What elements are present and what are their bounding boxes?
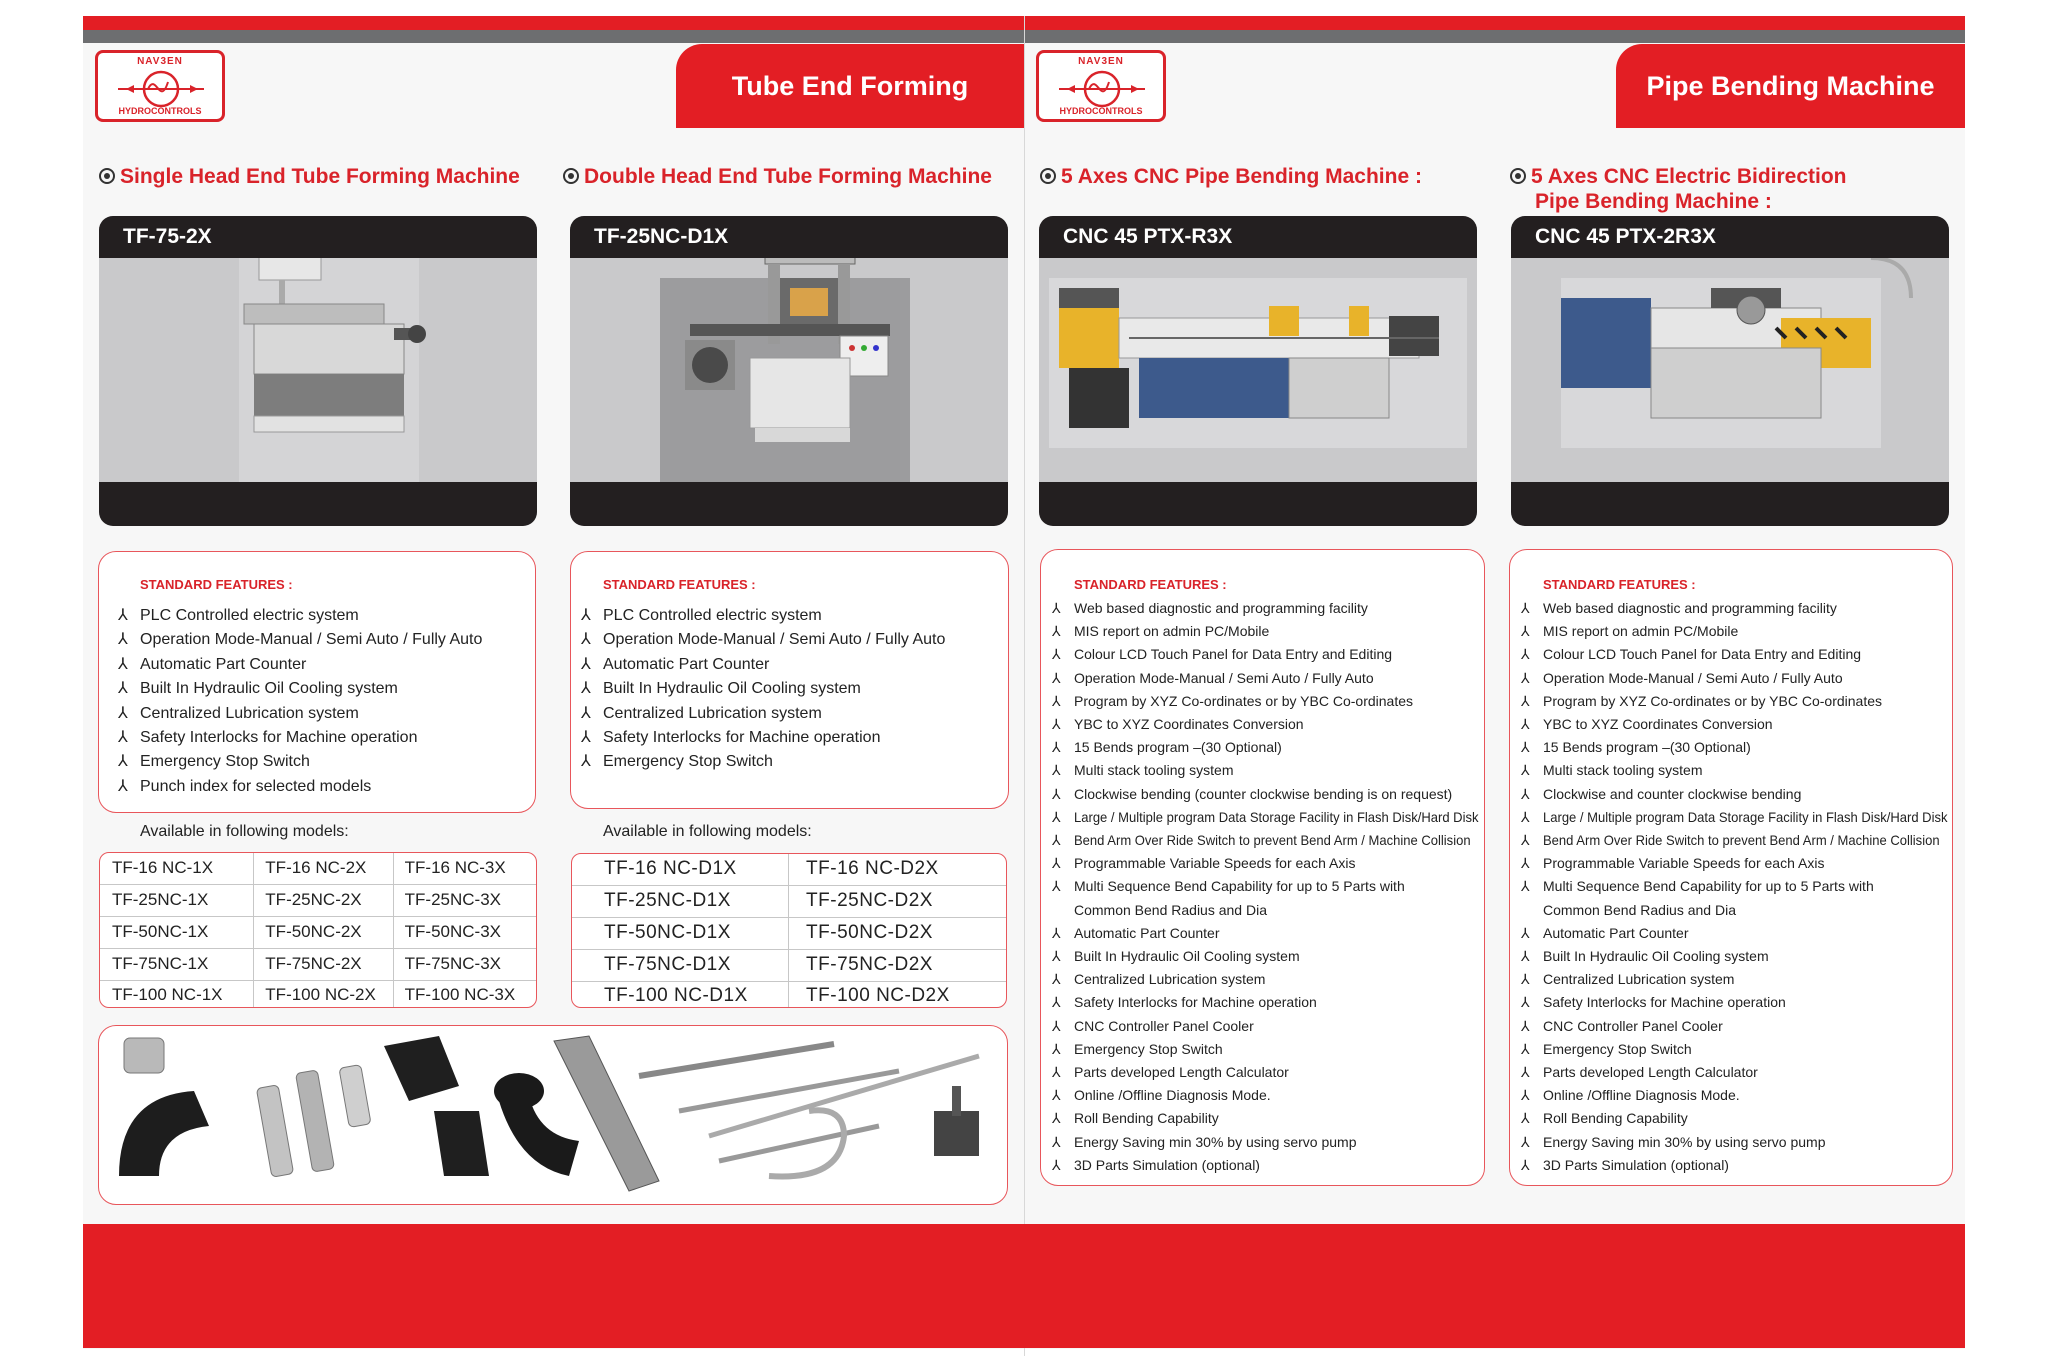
feature-text: PLC Controlled electric system [140, 607, 359, 624]
table-cell: TF-25NC-D1X [572, 886, 789, 917]
list-item [581, 750, 945, 774]
section-title-text: 5 Axes CNC Pipe Bending Machine : [1061, 165, 1422, 188]
list-item [1521, 922, 1978, 945]
list-item [1521, 1061, 1978, 1084]
list-item [118, 628, 483, 652]
list-item [1052, 759, 1509, 782]
list-item [1052, 690, 1509, 713]
table-cell: TF-50NC-1X [100, 917, 254, 948]
feature-text: Online /Offline Diagnosis Mode. [1543, 1087, 1740, 1104]
feature-list [581, 604, 946, 775]
feature-text: Clockwise bending (counter clockwise bending is on request) [1074, 785, 1453, 802]
standard-features-box-cnc-pipe [1040, 549, 1485, 1186]
feature-text: Colour LCD Touch Panel for Data Entry and Editing [1074, 646, 1393, 663]
list-item [1521, 736, 1978, 759]
section-title-text-line2: Pipe Bending Machine : [1535, 190, 1772, 213]
feature-text: Large / Multiple program Data Storage Facility in Flash Disk/Hard Disk [1543, 808, 1948, 825]
feature-text: Emergency Stop Switch [603, 753, 773, 771]
arrow-bullet-icon: ⅄ [118, 631, 128, 649]
arrow-bullet-icon: ⅄ [1521, 808, 1530, 825]
company-logo-right [1036, 50, 1166, 122]
card-footer-bar [1511, 482, 1949, 526]
table-cell: TF-100 NC-D1X [572, 982, 789, 1008]
arrow-bullet-icon: ⅄ [581, 753, 591, 771]
list-item [1052, 1131, 1509, 1154]
list-item [1052, 1084, 1509, 1107]
bottom-red-band [83, 1224, 1965, 1348]
feature-text: Centralized Lubrication system [140, 704, 359, 722]
features-title: STANDARD FEATURES : [603, 577, 756, 592]
company-logo-left [95, 50, 225, 122]
feature-text: Colour LCD Touch Panel for Data Entry and Editing [1543, 646, 1862, 663]
feature-text: Programmable Variable Speeds for each Axis [1543, 855, 1825, 872]
feature-text: Multi stack tooling system [1074, 762, 1234, 779]
table-cell: TF-16 NC-2X [254, 853, 393, 884]
list-item [1052, 667, 1509, 690]
arrow-bullet-icon: ⅄ [1521, 1064, 1530, 1081]
table-cell: TF-16 NC-D2X [806, 858, 939, 879]
machine-card-cnc-45-ptx-2r3x [1511, 216, 1949, 526]
arrow-bullet-icon: ⅄ [1521, 1110, 1530, 1127]
arrow-bullet-icon: ⅄ [1521, 646, 1530, 663]
feature-text: Punch index for selected models [140, 777, 372, 795]
list-item [1521, 1038, 1978, 1061]
list-item [1521, 1084, 1978, 1107]
list-item [1052, 1061, 1509, 1084]
standard-features-box-cnc-bidirection [1509, 549, 1953, 1186]
table-cell: TF-25NC-2X [254, 885, 393, 916]
arrow-bullet-icon: ⅄ [1052, 1156, 1061, 1173]
table-row [572, 854, 1006, 886]
arrow-bullet-icon: ⅄ [1052, 1110, 1061, 1127]
feature-text: Safety Interlocks for Machine operation [603, 729, 881, 747]
feature-text: Operation Mode-Manual / Semi Auto / Fully Auto [140, 631, 483, 649]
page-fold [1024, 16, 1025, 1356]
logo-top-text: NAV3EN [137, 56, 183, 67]
list-item [1052, 1038, 1509, 1061]
table-cell: TF-50NC-3X [404, 922, 502, 941]
arrow-bullet-icon: ⅄ [581, 607, 591, 624]
hydraulic-logo-icon [118, 67, 204, 111]
feature-text: Built In Hydraulic Oil Cooling system [1543, 948, 1769, 965]
feature-text: Operation Mode-Manual / Semi Auto / Fully Auto [1074, 669, 1374, 686]
table-row [572, 886, 1006, 918]
list-item [1052, 945, 1509, 968]
arrow-bullet-icon: ⅄ [1052, 855, 1061, 872]
arrow-bullet-icon: ⅄ [1521, 994, 1530, 1011]
feature-text: 15 Bends program –(30 Optional) [1074, 739, 1282, 756]
arrow-bullet-icon: ⅄ [1052, 994, 1061, 1011]
logo-bottom-text: HYDROCONTROLS [1059, 106, 1143, 116]
arrow-bullet-icon: ⅄ [1521, 600, 1530, 616]
list-item [118, 775, 482, 799]
feature-list [1052, 597, 1509, 1177]
arrow-bullet-icon: ⅄ [1052, 692, 1061, 709]
list-item [581, 677, 945, 701]
arrow-bullet-icon: ⅄ [1052, 948, 1061, 965]
arrow-bullet-icon: ⅄ [1052, 1087, 1061, 1104]
list-item [1521, 945, 1978, 968]
arrow-bullet-icon: ⅄ [1521, 1087, 1530, 1104]
feature-text: YBC to XYZ Coordinates Conversion [1543, 716, 1773, 733]
list-item [1052, 922, 1509, 945]
table-row [572, 918, 1006, 950]
feature-text: Built In Hydraulic Oil Cooling system [603, 680, 861, 698]
tab-title: Tube End Forming [731, 70, 969, 101]
arrow-bullet-icon: ⅄ [1052, 646, 1061, 663]
arrow-bullet-icon: ⅄ [1521, 739, 1530, 756]
list-item [1521, 759, 1978, 782]
section-title-cnc-pipe [1040, 164, 1422, 189]
radio-dot-icon [1510, 168, 1526, 184]
list-item [1521, 852, 1978, 875]
list-item [118, 653, 482, 677]
tab-tube-end-forming [676, 44, 1024, 128]
arrow-bullet-icon: ⅄ [1052, 971, 1061, 988]
feature-text: Clockwise and counter clockwise bending [1543, 785, 1802, 802]
arrow-bullet-icon: ⅄ [1521, 948, 1530, 965]
feature-text: Emergency Stop Switch [1543, 1040, 1692, 1057]
arrow-bullet-icon: ⅄ [1052, 1064, 1061, 1081]
feature-text: Web based diagnostic and programming facility [1543, 600, 1837, 616]
arrow-bullet-icon: ⅄ [1521, 1133, 1530, 1150]
features-title: STANDARD FEATURES : [140, 577, 293, 592]
list-item [1052, 829, 1509, 852]
feature-text: 3D Parts Simulation (optional) [1074, 1156, 1260, 1173]
arrow-bullet-icon: ⅄ [581, 680, 591, 698]
feature-list [118, 604, 483, 799]
feature-text: Automatic Part Counter [1543, 924, 1689, 941]
arrow-bullet-icon: ⅄ [1052, 1133, 1061, 1150]
arrow-bullet-icon: ⅄ [118, 753, 128, 771]
feature-text: Emergency Stop Switch [1074, 1040, 1223, 1057]
arrow-bullet-icon: ⅄ [1052, 878, 1061, 895]
list-item [581, 628, 946, 652]
table-row [100, 853, 536, 885]
hydraulic-logo-icon [1059, 67, 1145, 111]
list-item [1052, 1015, 1509, 1038]
arrow-bullet-icon: ⅄ [118, 777, 128, 795]
arrow-bullet-icon: ⅄ [1052, 762, 1061, 779]
arrow-bullet-icon: ⅄ [1521, 716, 1530, 733]
list-item [1052, 713, 1509, 736]
feature-text: Safety Interlocks for Machine operation [1543, 994, 1786, 1011]
feature-text: Bend Arm Over Ride Switch to prevent Bend Arm / Machine Collision [1074, 832, 1471, 849]
arrow-bullet-icon: ⅄ [118, 607, 128, 624]
models-table-single-head [99, 852, 537, 1008]
arrow-bullet-icon: ⅄ [581, 729, 591, 747]
machine-photo [1039, 258, 1477, 482]
feature-text: CNC Controller Panel Cooler [1543, 1017, 1723, 1034]
section-title-text: Single Head End Tube Forming Machine [120, 165, 520, 188]
available-models-label: Available in following models: [140, 823, 349, 840]
list-item [1052, 991, 1509, 1014]
arrow-bullet-icon: ⅄ [1521, 623, 1530, 640]
feature-text: Built In Hydraulic Oil Cooling system [140, 680, 398, 698]
machine-card-tf-75-2x [99, 216, 537, 526]
list-item [1521, 713, 1978, 736]
list-item [1052, 806, 1509, 829]
machine-model-label: CNC 45 PTX-R3X [1039, 216, 1477, 258]
list-item [581, 726, 945, 750]
feature-text: Operation Mode-Manual / Semi Auto / Fully Auto [603, 631, 946, 649]
list-item [1521, 991, 1978, 1014]
table-row [100, 917, 536, 949]
list-item [1521, 620, 1978, 643]
feature-text: Common Bend Radius and Dia [1543, 901, 1736, 918]
arrow-bullet-icon: ⅄ [1521, 971, 1530, 988]
formed-parts-image [99, 1026, 1008, 1205]
list-item [1521, 1107, 1978, 1130]
standard-features-box-double-head [570, 551, 1009, 809]
arrow-bullet-icon: ⅄ [1052, 1040, 1061, 1057]
list-item [581, 653, 945, 677]
feature-text: Automatic Part Counter [603, 655, 770, 673]
feature-text: Bend Arm Over Ride Switch to prevent Bend Arm / Machine Collision [1543, 832, 1940, 849]
feature-text: Multi Sequence Bend Capability for up to 5 Parts with [1074, 878, 1405, 895]
feature-text: CNC Controller Panel Cooler [1074, 1017, 1254, 1034]
machine-photo [570, 258, 1008, 482]
list-item [581, 604, 945, 628]
feature-text: Parts developed Length Calculator [1543, 1064, 1758, 1081]
feature-text: MIS report on admin PC/Mobile [1543, 623, 1739, 640]
list-item [1521, 597, 1978, 620]
arrow-bullet-icon: ⅄ [1052, 832, 1061, 849]
list-item [1521, 806, 1978, 829]
features-title: STANDARD FEATURES : [1074, 577, 1227, 592]
table-cell: TF-75NC-2X [254, 949, 393, 980]
machine-model-label: TF-75-2X [99, 216, 537, 258]
logo-top-text: NAV3EN [1078, 56, 1124, 67]
list-item [118, 702, 482, 726]
table-cell: TF-50NC-2X [254, 917, 393, 948]
list-item [1521, 643, 1978, 666]
arrow-bullet-icon: ⅄ [1521, 855, 1530, 872]
table-cell: TF-100 NC-3X [404, 985, 516, 1004]
table-row [100, 885, 536, 917]
table-row [572, 982, 1006, 1008]
formed-parts-gallery [98, 1025, 1008, 1205]
table-cell: TF-25NC-D2X [806, 890, 933, 911]
feature-text: Energy Saving min 30% by using servo pump [1074, 1133, 1357, 1150]
list-item [118, 604, 482, 628]
feature-text: Automatic Part Counter [140, 655, 307, 673]
machine-model-label: CNC 45 PTX-2R3X [1511, 216, 1949, 258]
table-cell: TF-100 NC-D2X [806, 985, 950, 1006]
list-item [118, 750, 482, 774]
available-models-label: Available in following models: [603, 823, 812, 840]
table-cell: TF-75NC-D2X [806, 954, 933, 975]
list-item [1052, 875, 1509, 898]
feature-text: Centralized Lubrication system [1074, 971, 1266, 988]
list-item [1052, 1154, 1509, 1177]
arrow-bullet-icon: ⅄ [1521, 832, 1530, 849]
feature-text: YBC to XYZ Coordinates Conversion [1074, 716, 1304, 733]
list-item [118, 726, 482, 750]
table-cell: TF-75NC-1X [100, 949, 254, 980]
arrow-bullet-icon: ⅄ [1521, 1156, 1530, 1173]
arrow-bullet-icon: ⅄ [1052, 739, 1061, 756]
logo-bottom-text: HYDROCONTROLS [118, 106, 202, 116]
arrow-bullet-icon: ⅄ [118, 680, 128, 698]
arrow-bullet-icon: ⅄ [581, 655, 591, 673]
radio-dot-icon [99, 168, 115, 184]
arrow-bullet-icon: ⅄ [581, 631, 591, 649]
list-item [581, 702, 945, 726]
arrow-bullet-icon: ⅄ [1052, 924, 1061, 941]
arrow-bullet-icon: ⅄ [581, 704, 591, 722]
arrow-bullet-icon: ⅄ [118, 729, 128, 747]
table-cell: TF-16 NC-D1X [572, 854, 789, 885]
feature-text: 3D Parts Simulation (optional) [1543, 1156, 1729, 1173]
feature-text: Safety Interlocks for Machine operation [1074, 994, 1317, 1011]
feature-text: Multi stack tooling system [1543, 762, 1703, 779]
list-item [1543, 899, 1978, 922]
list-item [1521, 968, 1978, 991]
features-title: STANDARD FEATURES : [1543, 577, 1696, 592]
list-item [1521, 690, 1978, 713]
table-cell: TF-100 NC-2X [254, 981, 393, 1008]
list-item [1052, 783, 1509, 806]
arrow-bullet-icon: ⅄ [1521, 692, 1530, 709]
feature-text: PLC Controlled electric system [603, 607, 822, 624]
table-cell: TF-50NC-D1X [572, 918, 789, 949]
feature-text: Emergency Stop Switch [140, 753, 310, 771]
arrow-bullet-icon: ⅄ [1052, 623, 1061, 640]
table-cell: TF-100 NC-1X [100, 981, 254, 1008]
section-title-double-head [563, 164, 992, 189]
feature-text: Safety Interlocks for Machine operation [140, 729, 418, 747]
arrow-bullet-icon: ⅄ [1052, 716, 1061, 733]
arrow-bullet-icon: ⅄ [1521, 1017, 1530, 1034]
tab-title: Pipe Bending Machine [1646, 70, 1935, 101]
section-title-single-head [99, 164, 520, 189]
tab-pipe-bending-machine [1616, 44, 1965, 128]
arrow-bullet-icon: ⅄ [1521, 785, 1530, 802]
standard-features-box-single-head [98, 551, 536, 813]
section-title-text: 5 Axes CNC Electric Bidirection [1531, 165, 1847, 188]
section-title-text: Double Head End Tube Forming Machine [584, 165, 992, 188]
machine-photo [1511, 258, 1949, 482]
machine-model-label: TF-25NC-D1X [570, 216, 1008, 258]
feature-text: Roll Bending Capability [1074, 1110, 1219, 1127]
list-item [1521, 875, 1978, 898]
arrow-bullet-icon: ⅄ [1052, 600, 1061, 616]
table-cell: TF-75NC-D1X [572, 950, 789, 981]
feature-text: Online /Offline Diagnosis Mode. [1074, 1087, 1271, 1104]
machine-card-cnc-45-ptx-r3x [1039, 216, 1477, 526]
table-cell: TF-25NC-3X [404, 890, 502, 909]
list-item [1521, 1154, 1978, 1177]
list-item [1521, 1015, 1978, 1038]
section-title-cnc-bidirection [1510, 164, 1847, 214]
arrow-bullet-icon: ⅄ [1052, 808, 1061, 825]
list-item [1052, 643, 1509, 666]
table-row [572, 950, 1006, 982]
card-footer-bar [570, 482, 1008, 526]
arrow-bullet-icon: ⅄ [1052, 669, 1061, 686]
feature-text: MIS report on admin PC/Mobile [1074, 623, 1270, 640]
feature-text: Program by XYZ Co-ordinates or by YBC Co-ordinates [1543, 692, 1882, 709]
arrow-bullet-icon: ⅄ [1521, 669, 1530, 686]
feature-text: 15 Bends program –(30 Optional) [1543, 739, 1751, 756]
feature-text: Operation Mode-Manual / Semi Auto / Fully Auto [1543, 669, 1843, 686]
table-row [100, 981, 536, 1008]
list-item [1521, 667, 1978, 690]
table-cell: TF-25NC-1X [100, 885, 254, 916]
feature-text: Centralized Lubrication system [603, 704, 822, 722]
machine-photo [99, 258, 537, 482]
models-table-double-head [571, 853, 1007, 1008]
arrow-bullet-icon: ⅄ [1052, 1017, 1061, 1034]
list-item [1521, 1131, 1978, 1154]
list-item [1052, 620, 1509, 643]
feature-text: Program by XYZ Co-ordinates or by YBC Co-ordinates [1074, 692, 1413, 709]
feature-text: Multi Sequence Bend Capability for up to 5 Parts with [1543, 878, 1874, 895]
list-item [1052, 736, 1509, 759]
list-item [1052, 597, 1509, 620]
feature-text: Parts developed Length Calculator [1074, 1064, 1289, 1081]
feature-text: Web based diagnostic and programming facility [1074, 600, 1368, 616]
table-cell: TF-16 NC-3X [404, 858, 506, 877]
feature-text: Centralized Lubrication system [1543, 971, 1735, 988]
list-item [118, 677, 482, 701]
arrow-bullet-icon: ⅄ [1521, 1040, 1530, 1057]
list-item [1074, 899, 1509, 922]
card-footer-bar [99, 482, 537, 526]
feature-list [1521, 597, 1978, 1177]
arrow-bullet-icon: ⅄ [1521, 762, 1530, 779]
feature-text: Automatic Part Counter [1074, 924, 1220, 941]
feature-text: Built In Hydraulic Oil Cooling system [1074, 948, 1300, 965]
arrow-bullet-icon: ⅄ [118, 655, 128, 673]
feature-text: Energy Saving min 30% by using servo pump [1543, 1133, 1826, 1150]
radio-dot-icon [1040, 168, 1056, 184]
machine-card-tf-25nc-d1x [570, 216, 1008, 526]
list-item [1052, 968, 1509, 991]
feature-text: Programmable Variable Speeds for each Axis [1074, 855, 1356, 872]
feature-text: Roll Bending Capability [1543, 1110, 1688, 1127]
table-cell: TF-75NC-3X [404, 954, 502, 973]
list-item [1521, 783, 1978, 806]
list-item [1052, 1107, 1509, 1130]
arrow-bullet-icon: ⅄ [1521, 878, 1530, 895]
list-item [1052, 852, 1509, 875]
feature-text: Large / Multiple program Data Storage Facility in Flash Disk/Hard Disk [1074, 808, 1479, 825]
table-row [100, 949, 536, 981]
arrow-bullet-icon: ⅄ [118, 704, 128, 722]
table-cell: TF-50NC-D2X [806, 922, 933, 943]
arrow-bullet-icon: ⅄ [1052, 785, 1061, 802]
feature-text: Common Bend Radius and Dia [1074, 901, 1267, 918]
table-cell: TF-16 NC-1X [100, 853, 254, 884]
card-footer-bar [1039, 482, 1477, 526]
list-item [1521, 829, 1978, 852]
radio-dot-icon [563, 168, 579, 184]
arrow-bullet-icon: ⅄ [1521, 924, 1530, 941]
